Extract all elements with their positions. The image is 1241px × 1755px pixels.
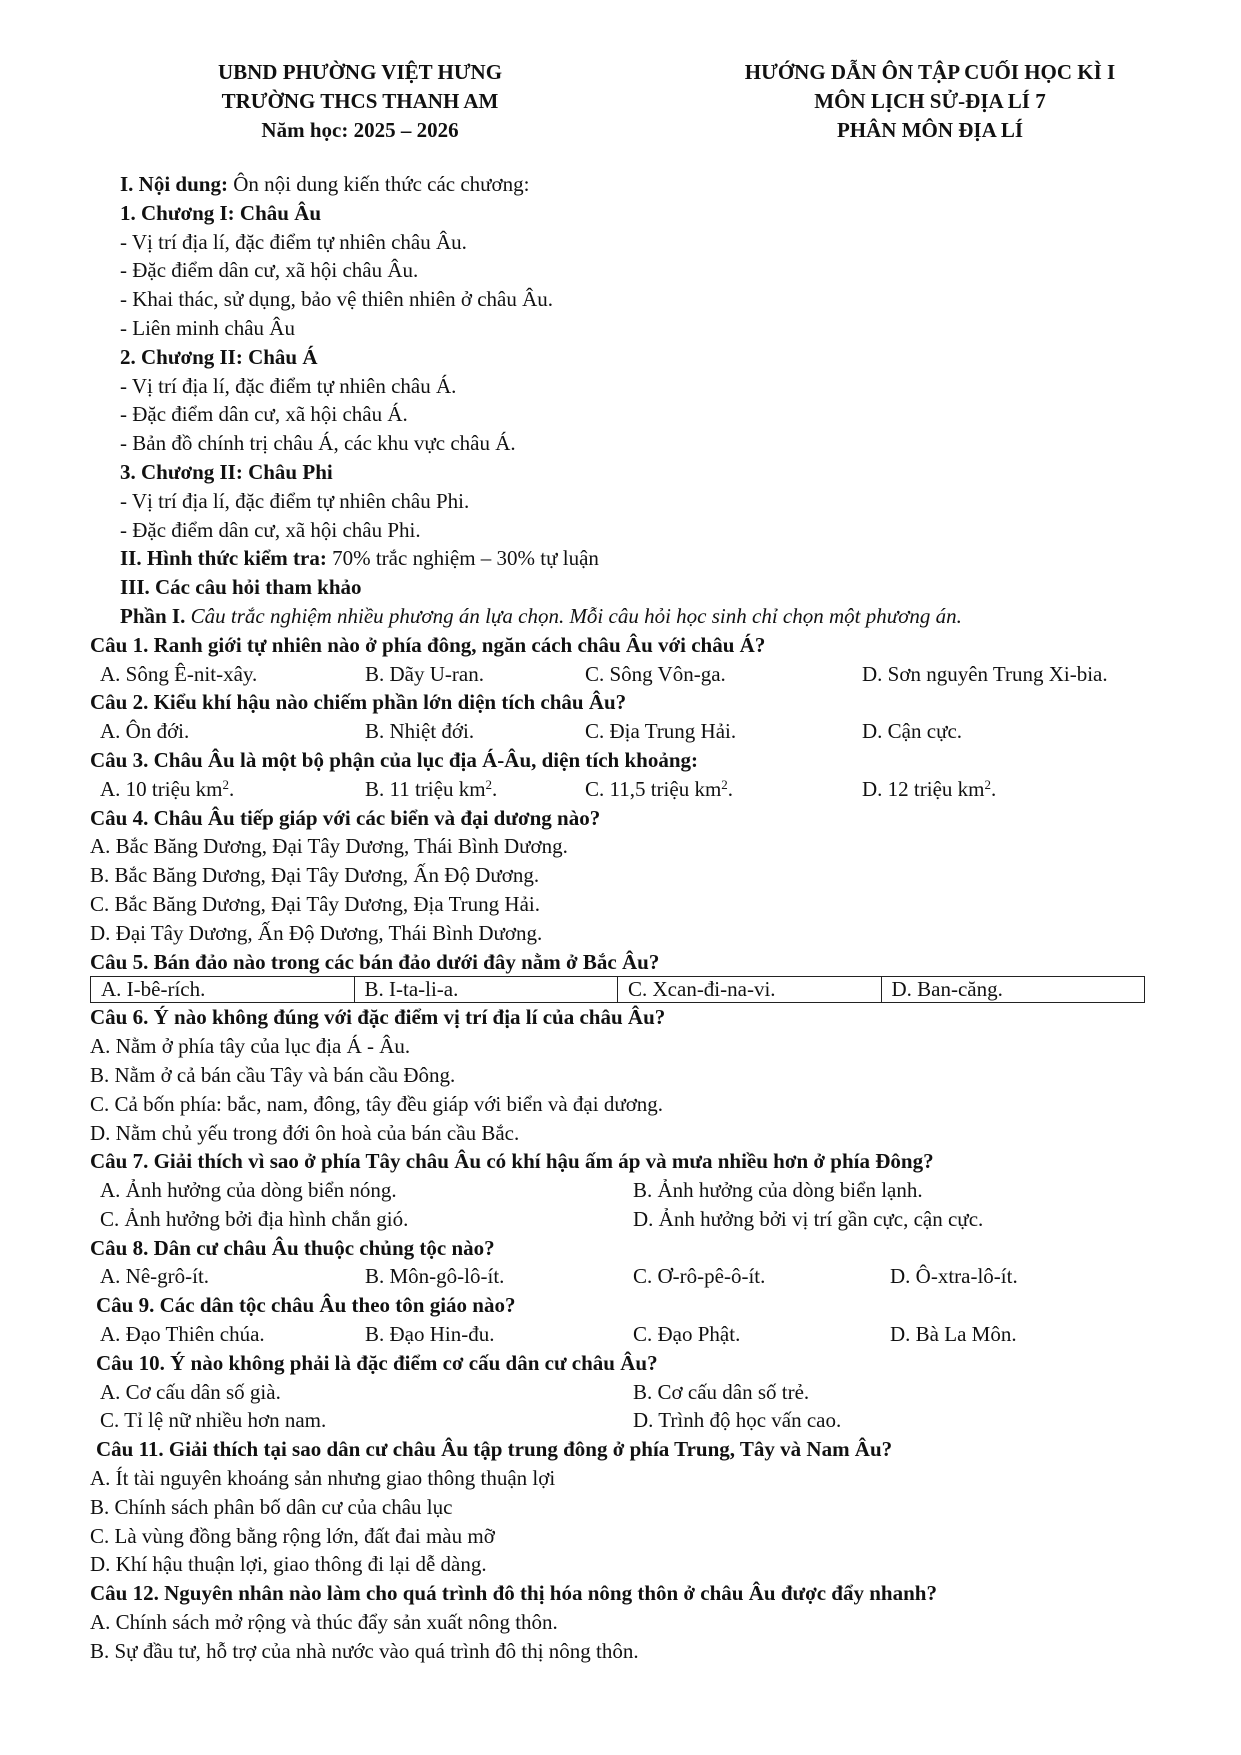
school-header [140,58,580,145]
question-options [90,717,1170,746]
question-options [90,1406,1170,1435]
question-title: Câu 9. Các dân tộc châu Âu theo tôn giáo nào? [96,1293,516,1318]
subject-part: PHÂN MÔN ĐỊA LÍ [836,118,1024,142]
option: D. Khí hậu thuận lợi, giao thông đi lại dễ dàng. [90,1552,487,1577]
option-cell: C. Xcan-đi-na-vi. [618,977,882,1003]
option-cell: D. Ban-căng. [881,977,1145,1003]
document-title: HƯỚNG DẪN ÔN TẬP CUỐI HỌC KÌ I [744,60,1116,84]
option: A. Chính sách mở rộng và thúc đẩy sản xuất nông thôn. [90,1610,558,1635]
question-options [90,1378,1170,1407]
option: C. 11,5 triệu $km^2$. [585,776,734,801]
option: B. Dãy U-ran. [365,661,484,686]
option: D. Đại Tây Dương, Ấn Độ Dương, Thái Bình Dương. [90,920,543,945]
part-1-intro: Phần I. Câu trắc nghiệm nhiều phương án lựa chọn. Mỗi câu hỏi học sinh chỉ chọn một phương án. [120,603,962,628]
option: A. 10 triệu $km^2$. [100,776,235,801]
question-options [90,775,1170,804]
option: D. Cận cực. [862,719,963,744]
option: A. Ôn đới. [100,719,190,744]
option-cell: B. I-ta-li-a. [354,977,618,1003]
chapter-item: - Vị trí địa lí, đặc điểm tự nhiên châu Á. [120,373,457,398]
school-name: TRƯỜNG THCS THANH AM [221,89,499,113]
option: C. Tỉ lệ nữ nhiều hơn nam. [100,1408,327,1433]
document-title-block [690,58,1170,145]
question-options [90,1176,1170,1205]
question-title: Câu 8. Dân cư châu Âu thuộc chủng tộc nào? [90,1235,495,1260]
option: A. Đạo Thiên chúa. [100,1322,265,1347]
question-title: Câu 3. Châu Âu là một bộ phận của lục địa Á-Âu, diện tích khoảng: [90,747,698,772]
option: B. Nhiệt đới. [365,719,475,744]
chapter-item: - Khai thác, sử dụng, bảo vệ thiên nhiên ở châu Âu. [120,287,554,312]
option: B. Chính sách phân bố dân cư của châu lục [90,1494,453,1519]
table-row [91,977,1145,1003]
option: B. Cơ cấu dân số trẻ. [633,1379,810,1404]
question-options [90,660,1170,689]
chapter-item: - Đặc điểm dân cư, xã hội châu Âu. [120,258,419,283]
option: C. Ơ-rô-pê-ô-ít. [633,1264,766,1289]
chapter-item: - Đặc điểm dân cư, xã hội châu Phi. [120,517,421,542]
option: D. Bà La Môn. [890,1322,1017,1347]
option: D. Nằm chủ yếu trong đới ôn hoà của bán cầu Bắc. [90,1120,520,1145]
chapter-item: - Vị trí địa lí, đặc điểm tự nhiên châu Phi. [120,488,470,513]
option: C. Bắc Băng Dương, Đại Tây Dương, Địa Trung Hải. [90,891,540,916]
option: A. Ít tài nguyên khoáng sản nhưng giao thông thuận lợi [90,1466,556,1491]
chapter-item: - Đặc điểm dân cư, xã hội châu Á. [120,402,408,427]
chapter-2-title: 2. Chương II: Châu Á [120,344,318,369]
option: C. Cả bốn phía: bắc, nam, đông, tây đều giáp với biển và đại dương. [90,1091,664,1116]
option: B. Đạo Hin-đu. [365,1322,495,1347]
document-body [90,170,1170,1666]
option: A. Cơ cấu dân số già. [100,1379,281,1404]
question-title: Câu 6. Ý nào không đúng với đặc điểm vị trí địa lí của châu Âu? [90,1005,666,1030]
option: A. Nê-grô-ít. [100,1264,210,1289]
question-title: Câu 2. Kiểu khí hậu nào chiếm phần lớn diện tích châu Âu? [90,690,627,715]
subject-name: MÔN LỊCH SỬ-ĐỊA LÍ 7 [814,89,1046,113]
option-cell: A. I-bê-rích. [91,977,355,1003]
options-table [90,976,1145,1003]
option: D. 12 triệu $km^2$. [862,776,997,801]
ward-name: UBND PHƯỜNG VIỆT HƯNG [217,60,503,84]
chapter-3-title: 3. Chương II: Châu Phi [120,459,333,484]
option: D. Trình độ học vấn cao. [633,1408,842,1433]
option: D. Ô-xtra-lô-ít. [890,1264,1018,1289]
question-title: Câu 10. Ý nào không phải là đặc điểm cơ cấu dân cư châu Âu? [96,1350,658,1375]
option: D. Sơn nguyên Trung Xi-bia. [862,661,1108,686]
option: B. Môn-gô-lô-ít. [365,1264,505,1289]
option: C. Là vùng đồng bằng rộng lớn, đất đai màu mỡ [90,1523,495,1548]
chapter-item: - Vị trí địa lí, đặc điểm tự nhiên châu Âu. [120,229,467,254]
question-options [90,1205,1170,1234]
section-exam-format: II. Hình thức kiểm tra: 70% trắc nghiệm – 30% tự luận [120,546,599,571]
option: A. Ảnh hưởng của dòng biển nóng. [100,1178,397,1203]
option: A. Nằm ở phía tây của lục địa Á - Âu. [90,1034,411,1059]
question-title: Câu 12. Nguyên nhân nào làm cho quá trình đô thị hóa nông thôn ở châu Âu được đẩy nhanh? [90,1581,937,1606]
question-title: Câu 4. Châu Âu tiếp giáp với các biển và đại dương nào? [90,805,601,830]
option: B. Bắc Băng Dương, Đại Tây Dương, Ấn Độ Dương. [90,863,540,888]
section-content: I. Nội dung: Ôn nội dung kiến thức các chương: [120,172,530,196]
option: B. Nằm ở cả bán cầu Tây và bán cầu Đông. [90,1062,456,1087]
option: C. Ảnh hưởng bởi địa hình chắn gió. [100,1206,409,1231]
option: A. Sông Ê-nit-xây. [100,661,258,686]
section-questions: III. Các câu hỏi tham khảo [120,575,362,600]
question-title: Câu 1. Ranh giới tự nhiên nào ở phía đông, ngăn cách châu Âu với châu Á? [90,632,766,657]
option: C. Địa Trung Hải. [585,719,737,744]
question-title: Câu 11. Giải thích tại sao dân cư châu Âu tập trung đông ở phía Trung, Tây và Nam Âu? [96,1437,893,1462]
option: C. Đạo Phật. [633,1322,741,1347]
option: B. 11 triệu $km^2$. [365,776,498,801]
option: C. Sông Vôn-ga. [585,661,726,686]
school-year: Năm học: 2025 – 2026 [261,118,459,142]
question-options [90,1262,1170,1291]
chapter-1-title: 1. Chương I: Châu Âu [120,200,322,225]
chapter-item: - Liên minh châu Âu [120,315,295,340]
option: A. Bắc Băng Dương, Đại Tây Dương, Thái Bình Dương. [90,834,568,859]
option: B. Ảnh hưởng của dòng biển lạnh. [633,1178,923,1203]
option: D. Ảnh hưởng bởi vị trí gần cực, cận cực. [633,1206,984,1231]
chapter-item: - Bản đồ chính trị châu Á, các khu vực châu Á. [120,431,516,456]
option: B. Sự đầu tư, hỗ trợ của nhà nước vào quá trình đô thị nông thôn. [90,1638,639,1663]
question-options [90,1320,1170,1349]
question-title: Câu 7. Giải thích vì sao ở phía Tây châu Âu có khí hậu ấm áp và mưa nhiều hơn ở phía Đông? [90,1149,934,1174]
question-title: Câu 5. Bán đảo nào trong các bán đảo dưới đây nằm ở Bắc Âu? [90,949,660,974]
